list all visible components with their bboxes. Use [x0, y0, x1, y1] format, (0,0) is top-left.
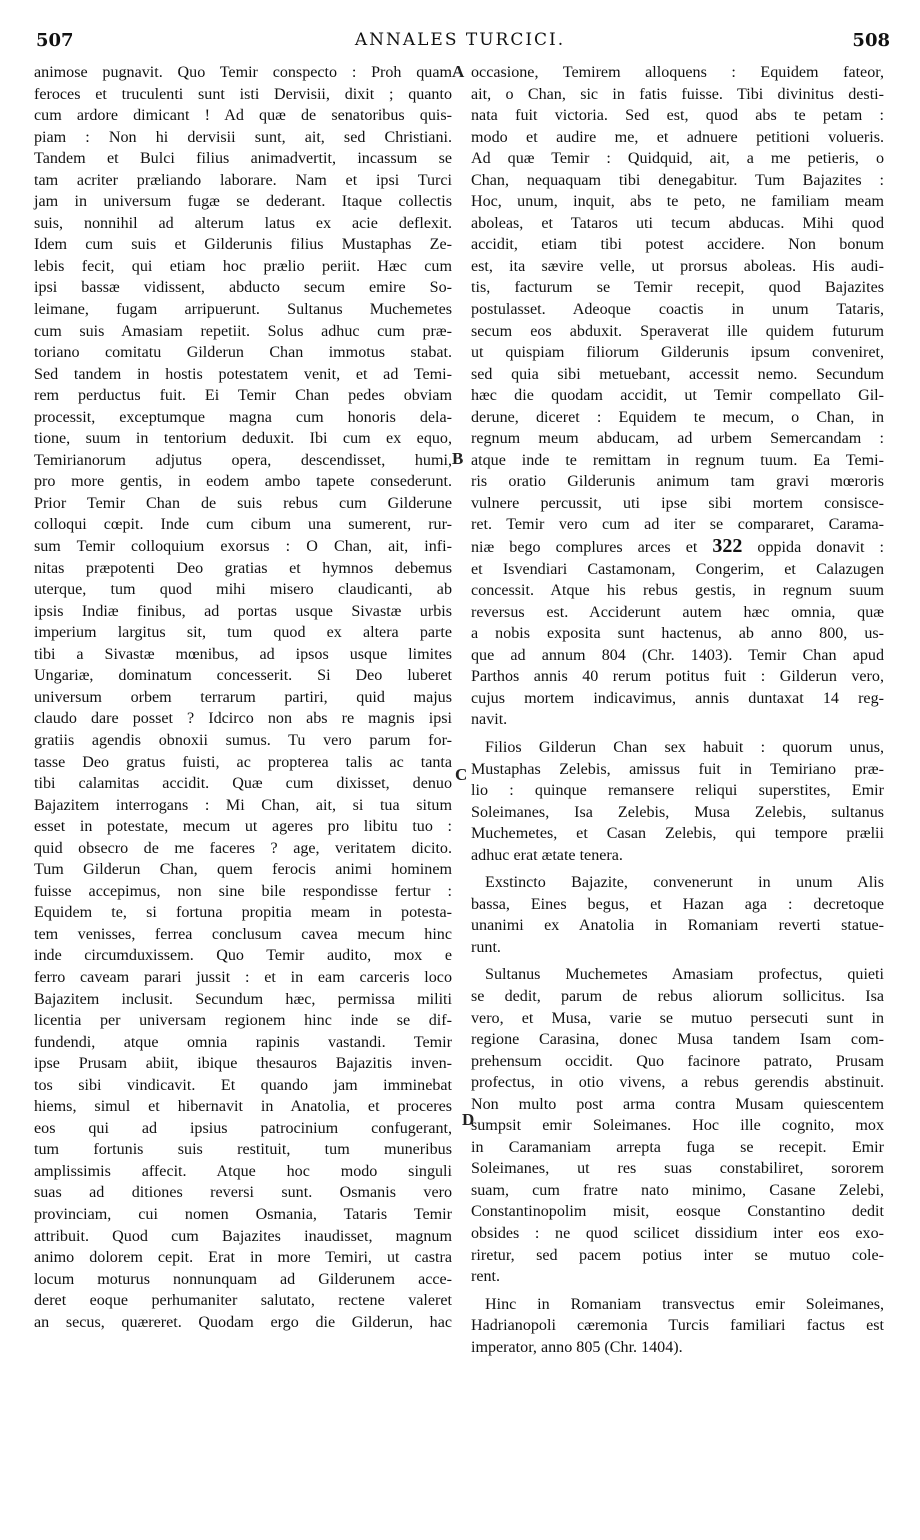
- text-line: ut quispiam filiorum Gilderunis ipsum conveniret,: [471, 344, 884, 362]
- paragraph-hinc: [471, 1294, 884, 1359]
- text-line: Soleimanes, Isa Zelebis, Musa Zelebis, sultanus: [471, 803, 884, 821]
- text-line: unanimi ex Anatolia in Romaniam reverti statue-: [471, 917, 884, 935]
- text-line: profectus, in otio vivens, a rebus gerendis abstinuit.: [471, 1074, 884, 1092]
- text-line: Exstincto Bajazite, convenerunt in unum Alis: [485, 874, 884, 892]
- text-line: jam in universum fugæ se dederant. Itaque collectis: [34, 193, 452, 211]
- text-line: est, ita sævire velle, ut prorsus aboleas. His audi-: [471, 257, 884, 275]
- text-line: nitas præpotenti Deo gratias et hymnos debemus: [34, 559, 452, 577]
- text-line: an secus, quæreret. Quodam ergo die Gilderun, hac: [34, 1313, 452, 1331]
- text-line: eos qui ad ipsius patrocinium confugerant,: [34, 1119, 452, 1137]
- text-line: Muchemetes, et Casan Zelebis, qui tempore prælii: [471, 825, 884, 843]
- text-line: animo dolorem cepit. Erat in more Temiri, ut castra: [34, 1249, 452, 1267]
- inline-page-number: 322: [712, 535, 743, 558]
- text-line: runt.: [471, 938, 501, 956]
- text-line: Ad quæ Temir : Quidquid, ait, a me petieris, o: [471, 150, 884, 168]
- text-line: leimane, fugam arripuerunt. Sultanus Muchemetes: [34, 301, 452, 319]
- text-line: Hadrianopoli cæremonia Turcis familiari factus est: [471, 1317, 884, 1335]
- text-line: feroces et truculenti sunt isti Dervisii, dixit ; quanto: [34, 85, 452, 103]
- text-line: concessit. Atque his rebus gestis, in regnum suum: [471, 582, 884, 600]
- text-line: attribuit. Quod cum Bajazites inaudisset, magnum: [34, 1227, 452, 1245]
- text-line: ret. Temir vero cum ad iter se compararet, Carama-: [471, 516, 884, 534]
- text-segment: oppida donavit :: [757, 539, 884, 557]
- text-line: Non multo post arma contra Musam quiescentem: [471, 1095, 884, 1113]
- text-line: Filios Gilderun Chan sex habuit : quorum unus,: [485, 738, 884, 756]
- text-line: obsides : ne quod scilicet dissidium inter eos exo-: [471, 1224, 884, 1242]
- text-line: tam acriter præliando laborare. Nam et ipsi Turci: [34, 171, 452, 189]
- text-line: rem perductus fuit. Ei Temir Chan pedes obviam: [34, 387, 452, 405]
- text-line: sed quia sibi metuebant, accessit nemo. Secundum: [471, 365, 884, 383]
- text-line: animose pugnavit. Quo Temir conspecto : Proh quam: [34, 64, 452, 81]
- text-line: fuisse accepimus, non sine bile respondisse fertur :: [34, 882, 452, 900]
- text-line: hæc die quodam accidit, ut Temir compellato Gil-: [471, 387, 884, 405]
- text-line: nata fuit victoria. Sed est, quod abs te petam :: [471, 107, 884, 125]
- text-line: se dedit, parum de rebus aliorum sollicitus. Isa: [471, 987, 884, 1005]
- text-line: Mustaphas Zelebis, amissus fuit in Temiriano præ-: [471, 760, 884, 778]
- text-line: secum eos abduxit. Speraverat ille quidem futurum: [471, 322, 884, 340]
- text-line: in Caramaniam arrepta fuga se recepit. Emir: [471, 1138, 884, 1156]
- text-line: ferro caveam parari jussit : et in eam carceris loco: [34, 968, 452, 986]
- text-line: atque inde te remittam in regnum tuum. Ea Temi-: [471, 451, 884, 469]
- text-line: uterque, tum quod mihi misero claudicanti, ab: [34, 581, 452, 599]
- text-line: Chan, nequaquam tibi denegabitur. Tum Bajazites :: [471, 171, 884, 189]
- text-line: licentia per universam regionem hinc inde se dif-: [34, 1012, 452, 1030]
- text-line: tione, suum in tentorium deduxit. Ibi cum ex equo,: [34, 430, 452, 448]
- margin-marker-a: A: [452, 62, 465, 81]
- text-line: tasse Deo gratus fuisti, ac propterea talis ac tanta: [34, 753, 452, 771]
- right-page-number: 508: [852, 30, 890, 51]
- text-line: ipsi bassæ vidissent, abducto secum emire So-: [34, 279, 452, 297]
- text-line: tum fortunis suis restituit, tum muneribus: [34, 1141, 452, 1159]
- text-line: aboleas, et Tataros uti tecum abducas. Mihi quod: [471, 214, 884, 232]
- text-line: adhuc erat ætate tenera.: [471, 846, 623, 864]
- running-title: ANNALES TURCICI.: [354, 30, 566, 50]
- left-column: [34, 62, 452, 1333]
- text-line: suis, nonnihil ad alterum latus ex acie deflexit.: [34, 214, 452, 232]
- text-line: Constantinopolim misit, eosque Constantino dedit: [471, 1203, 884, 1221]
- text-line: Bajazitem inclusit. Secundum hæc, permissa militi: [34, 990, 452, 1008]
- text-line: riretur, sed pacem potius inter se mutuo cole-: [471, 1246, 884, 1264]
- text-line: Hinc in Romaniam transvectus emir Soleimanes,: [485, 1295, 884, 1313]
- text-line: Equidem te, si fortuna propitia meam in potesta-: [34, 904, 452, 922]
- text-line: et Isvendiari Castamonam, Congerim, et Calazugen: [471, 560, 884, 578]
- text-line: prehensum occidit. Quo facinore patrato, Prusam: [471, 1052, 884, 1070]
- right-column: [471, 62, 884, 1358]
- text-line: inde circumduxissem. Quo Temir audito, mox e: [34, 947, 452, 965]
- text-line: Hoc, unum, inquit, abs te peto, ne familiam meam: [471, 193, 884, 211]
- text-line: Sed tandem in hostis potestatem venit, et ad Temi-: [34, 365, 452, 383]
- text-line: ait, o Chan, sic in fatis fuisse. Tibi divinitus desti-: [471, 85, 884, 103]
- text-line: Temirianorum adjutus opera, descendisset, humi,: [34, 451, 452, 469]
- text-line: ipsis Indiæ finibus, ad portas usque Sivastæ urbis: [34, 602, 452, 620]
- running-header: [30, 30, 890, 54]
- text-line: piam : Non hi dervisii sunt, ait, sed Christiani.: [34, 128, 452, 146]
- text-line: sumpsit emir Soleimanes. Hoc ille cognito, mox: [471, 1117, 884, 1135]
- text-line: reversus est. Acciderunt autem hæc omnia, quæ: [471, 603, 884, 621]
- text-line: regnum meum abducam, ad urbem Semercandam :: [471, 430, 884, 448]
- text-line: tibi a Sivastæ mœnibus, ad ipsos usque limites: [34, 645, 452, 663]
- paragraph-exstincto: [471, 872, 884, 958]
- text-line: que ad annum 804 (Chr. 1403). Temir Chan apud: [471, 646, 884, 664]
- text-segment: niæ bego complures arces et: [471, 539, 698, 557]
- text-line: gratiis agendis obnoxii sumus. Tu vero parum for-: [34, 731, 452, 749]
- text-line: tis, facturum se Temir recepit, quod Bajazites: [471, 279, 884, 297]
- text-line: cujus mortem indicavimus, annis duntaxat 14 reg-: [471, 689, 884, 707]
- text-line: vulnere percussit, uti ipse sibi mortem consisce-: [471, 494, 884, 512]
- margin-marker-d: D: [462, 1110, 475, 1129]
- paragraph-filios: [471, 737, 884, 866]
- text-line: suas ad ditiones reversi sunt. Osmanis vero: [34, 1184, 452, 1202]
- text-line: amplissimis affecit. Atque hoc modo singuli: [34, 1162, 452, 1180]
- text-line: deret eoque perhumaniter salutato, rectene valeret: [34, 1292, 452, 1310]
- text-line: toriano comitatu Gilderun Chan immotus stabat.: [34, 344, 452, 362]
- text-line: regione Carasina, donec Musa tandem Isam com-: [471, 1031, 884, 1049]
- text-line: universum orbem terrarum partiri, quid majus: [34, 688, 452, 706]
- text-line: fundendi, atque omnia rapinis vastandi. Temir: [34, 1033, 452, 1051]
- text-line: a nobis exposita sunt hactenus, ab anno 800, us-: [471, 625, 884, 643]
- text-line: navit.: [471, 711, 508, 729]
- left-page-number: 507: [36, 30, 74, 51]
- text-line: sum Temir colloquium exorsus : O Chan, ait, infi-: [34, 538, 452, 556]
- text-line: Soleimanes, ut res suas constabiliret, sororem: [471, 1160, 884, 1178]
- margin-marker-c: C: [455, 765, 468, 784]
- text-line: Sultanus Muchemetes Amasiam profectus, quieti: [485, 966, 884, 984]
- text-line: derune, diceret : Equidem te mecum, o Chan, in: [471, 408, 884, 426]
- text-line: postulasset. Adeoque coactis in unum Tataris,: [471, 301, 884, 319]
- text-line: bassa, Eines begus, et Hazan aga : decretoque: [471, 895, 884, 913]
- margin-marker-b: B: [452, 449, 464, 468]
- text-line: lebis fecit, qui etiam hoc prælio periit. Hæc cum: [34, 257, 452, 275]
- text-line: colloqui cœpit. Inde cum cibum una sumerent, rur-: [34, 516, 452, 534]
- text-line: lio : quinque remansere reliqui superstites, Emir: [471, 782, 884, 800]
- text-line: imperium largitus sit, tum quod ex altera parte: [34, 624, 452, 642]
- text-line: Parthos annis 40 rerum potitus fuit : Gilderun vero,: [471, 668, 884, 686]
- text-line: ipse Prusam abiit, ibique thesauros Bajazitis inven-: [34, 1055, 452, 1073]
- text-line: accidit, etiam tibi potest accidere. Non bonum: [471, 236, 884, 254]
- text-line: rent.: [471, 1268, 501, 1286]
- text-line: occasione, Temirem alloquens : Equidem fateor,: [471, 64, 884, 81]
- text-line: modo et audire me, et adnuere petitioni volueris.: [471, 128, 884, 146]
- text-line: imperator, anno 805 (Chr. 1404).: [471, 1338, 683, 1356]
- text-line: quid obsecro de me faceres ? age, veritatem dicito.: [34, 839, 452, 857]
- text-line: [471, 536, 884, 559]
- text-line: esset in potestate, mecum ut ageres pro libitu tuo :: [34, 818, 452, 836]
- text-line: Ungariæ, dominatum concesserit. Si Deo luberet: [34, 667, 452, 685]
- text-line: locum moturus nonnunquam ad Gilderunem acce-: [34, 1270, 452, 1288]
- text-line: Prior Temir Chan de suis rebus cum Gilderune: [34, 494, 452, 512]
- text-line: cum ardore dimicant ! Ad quæ de senatoribus quis-: [34, 107, 452, 125]
- text-line: ris oratio Gilderunis animum tam gravi mœroris: [471, 473, 884, 491]
- paragraph-continuation: [471, 62, 884, 731]
- text-line: vero, et Musa, varie se mutuo persecuti sunt in: [471, 1009, 884, 1027]
- text-line: hiems, simul et hibernavit in Anatolia, et proceres: [34, 1098, 452, 1116]
- text-line: provinciam, cui nomen Osmania, Tataris Temir: [34, 1205, 452, 1223]
- text-line: Bajazitem interrogans : Mi Chan, ait, si tua situm: [34, 796, 452, 814]
- text-line: tibi calamitas accidit. Quæ cum dixisset, denuo: [34, 775, 452, 793]
- text-line: claudo dare posset ? Idcirco non abs re magnis ipsi: [34, 710, 452, 728]
- text-line: Idem cum suis et Gilderunis filius Mustaphas Ze-: [34, 236, 452, 254]
- text-line: tem venisses, ferrea conclusum cavea mecum hinc: [34, 925, 452, 943]
- text-line: pro more gentis, in eodem ambo tapete consederunt.: [34, 473, 452, 491]
- text-line: tos sibi vindicavit. Et quando jam imminebat: [34, 1076, 452, 1094]
- text-line: processit, exceptumque magna cum honoris dela-: [34, 408, 452, 426]
- text-line: Tum Gilderun Chan, quem ferocis animi hominem: [34, 861, 452, 879]
- text-line: Tandem et Bulci filius animadvertit, incassum se: [34, 150, 452, 168]
- text-line: cum suis Amasiam repetiit. Solus adhuc cum præ-: [34, 322, 452, 340]
- text-line: suam, cum fratre nato minimo, Casane Zelebi,: [471, 1181, 884, 1199]
- paragraph-sultanus: [471, 964, 884, 1287]
